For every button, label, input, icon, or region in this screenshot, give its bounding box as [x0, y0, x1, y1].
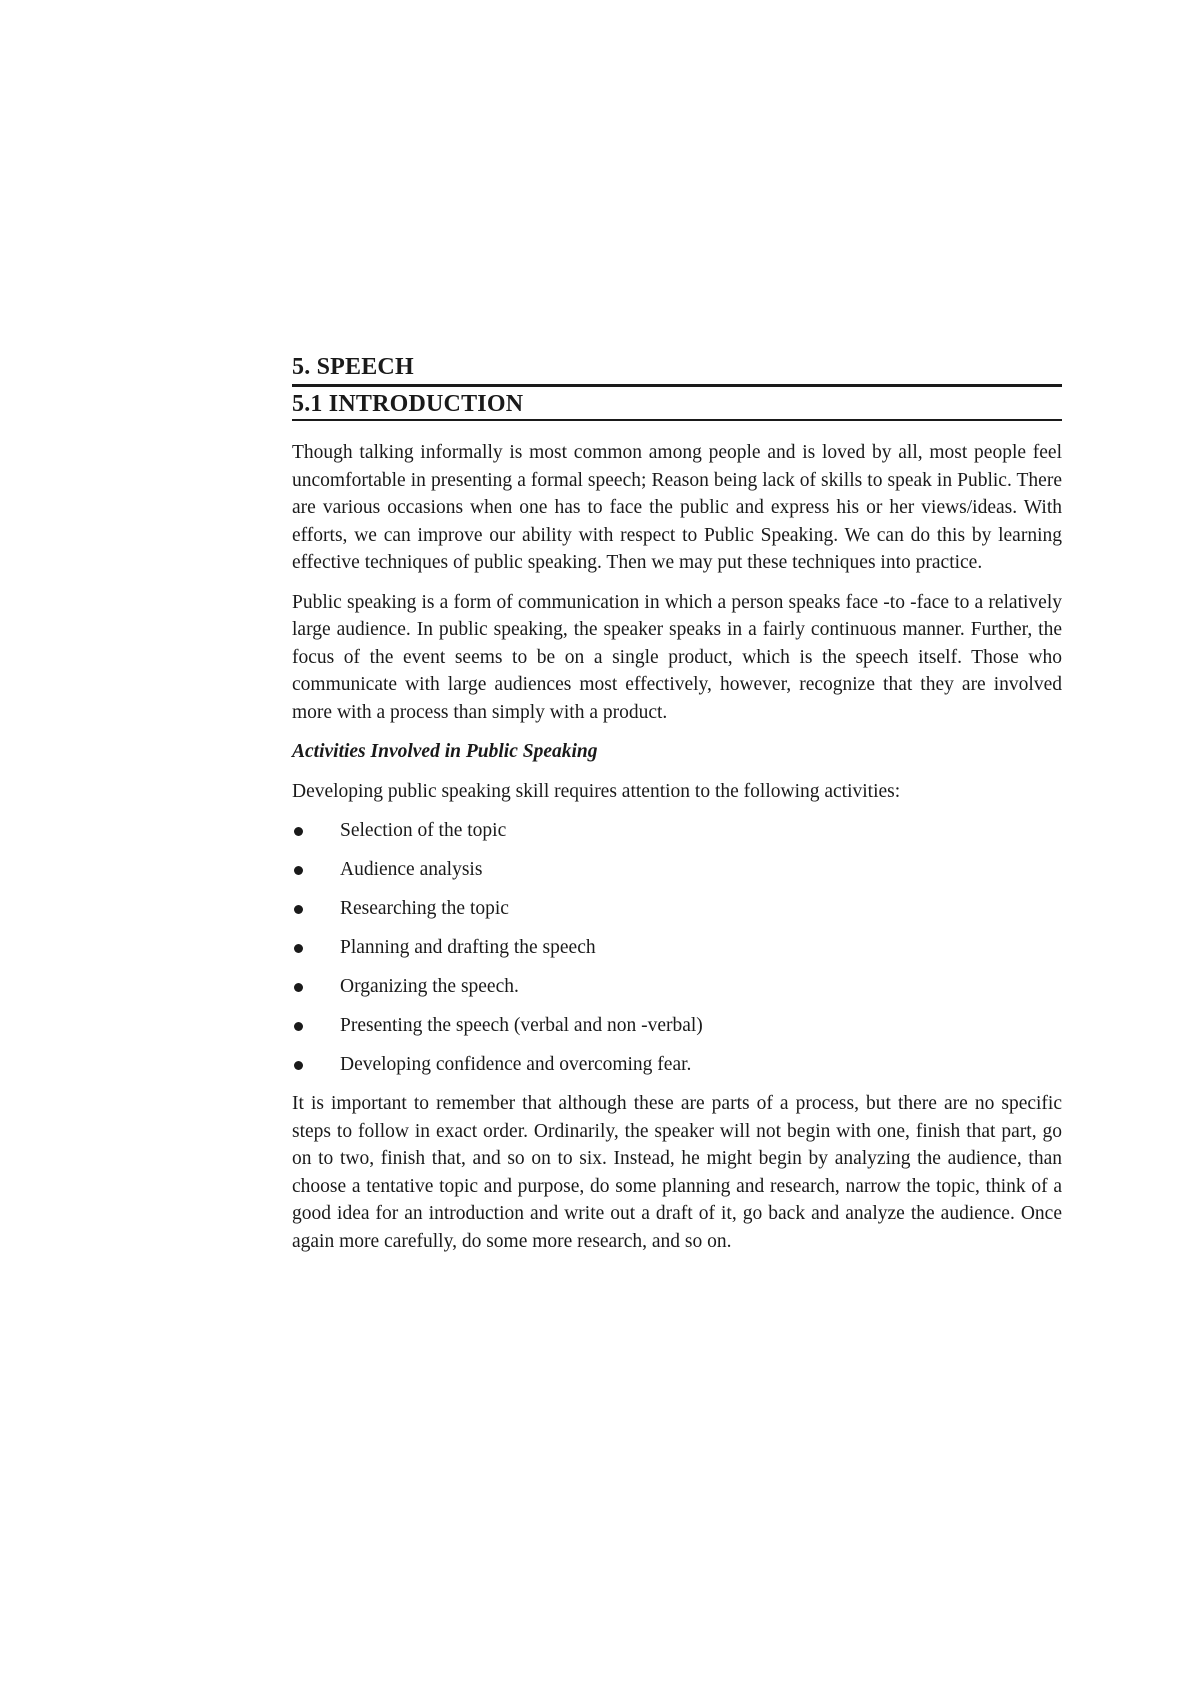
- activities-heading: Activities Involved in Public Speaking: [292, 741, 598, 762]
- section-title: 5.1 INTRODUCTION: [292, 391, 524, 417]
- document-page: [292, 352, 1062, 1267]
- list-item-text: Planning and drafting the speech: [340, 937, 596, 958]
- bullet-icon: [294, 866, 303, 875]
- list-item: [292, 1051, 1062, 1079]
- bullet-icon: [294, 983, 303, 992]
- bullet-icon: [294, 1061, 303, 1070]
- list-item-text: Audience analysis: [340, 859, 483, 880]
- activities-list: [292, 817, 1062, 1079]
- closing-paragraph: It is important to remember that although these are parts of a process, but there are no specific steps to follow in exact order. Ordinarily, the speaker will not begin with one, finish that part, go on to two, finish that, and so on to six. Instead, he might begin by analyzing the audience, than choose a tentative topic and purpose, do some planning and research, narrow the topic, think of a good idea for an introduction and write out a draft of it, go back and analyze the audience. Once again more carefully, do some more research, and so on.: [292, 1093, 1062, 1252]
- list-item: [292, 1012, 1062, 1040]
- list-item-text: Researching the topic: [340, 898, 509, 919]
- bullet-icon: [294, 944, 303, 953]
- list-item-text: Selection of the topic: [340, 820, 507, 841]
- list-item-text: Developing confidence and overcoming fear.: [340, 1054, 692, 1075]
- intro-paragraph: Though talking informally is most common among people and is loved by all, most people feel uncomfortable in presenting a formal speech; Reason being lack of skills to speak in Public. There are various occasions when one has to face the public and express his or her views/ideas. With efforts, we can improve our ability with respect to Public Speaking. We can do this by learning effective techniques of public speaking. Then we may put these techniques into practice.: [292, 442, 1062, 573]
- chapter-title: 5. SPEECH: [292, 354, 414, 380]
- chapter-rule: [292, 384, 1062, 387]
- list-item: [292, 856, 1062, 884]
- activities-intro: Developing public speaking skill requires attention to the following activities:: [292, 780, 901, 802]
- bullet-icon: [294, 905, 303, 914]
- definition-paragraph: Public speaking is a form of communication in which a person speaks face -to -face to a relatively large audience. In public speaking, the speaker speaks in a fairly continuous manner. Further, the focus of the event seems to be on a single product, which is the speech itself. Those who communicate with large audiences most effectively, however, recognize that they are involved more with a process than simply with a product.: [292, 591, 1062, 723]
- list-item-text: Organizing the speech.: [340, 976, 519, 997]
- list-item: [292, 934, 1062, 962]
- list-item: [292, 973, 1062, 1001]
- list-item: [292, 895, 1062, 923]
- list-item: [292, 817, 1062, 845]
- list-item-text: Presenting the speech (verbal and non -verbal): [340, 1015, 703, 1036]
- bullet-icon: [294, 1022, 303, 1031]
- bullet-icon: [294, 827, 303, 836]
- section-rule: [292, 419, 1062, 421]
